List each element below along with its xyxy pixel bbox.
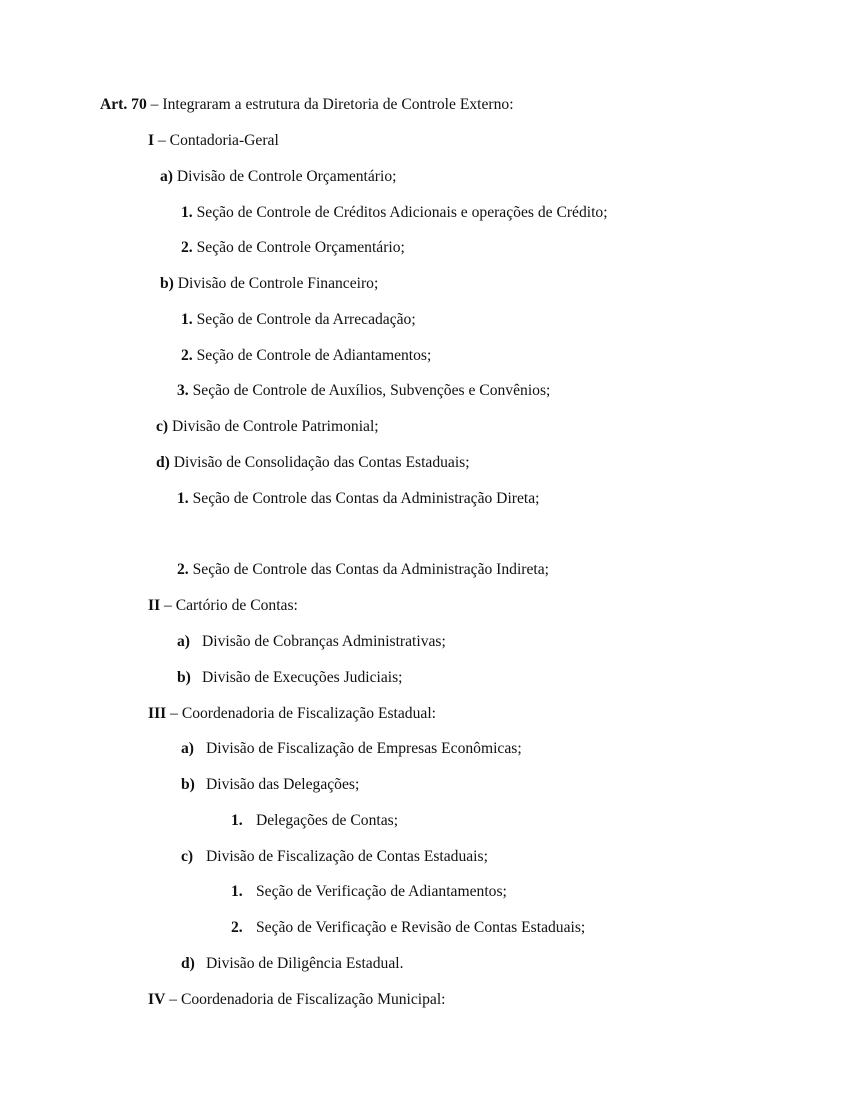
item-label: 1.	[231, 812, 243, 829]
item-label: d)	[181, 955, 195, 972]
article-separator: –	[146, 96, 163, 113]
item-label: a)	[177, 633, 190, 650]
division-item	[181, 848, 488, 866]
item-label: a)	[181, 740, 194, 757]
division-item	[156, 454, 470, 472]
item-text: Seção de Controle da Arrecadação;	[196, 311, 416, 328]
item-label: c)	[156, 418, 169, 435]
division-item	[181, 955, 403, 973]
subsection-item	[177, 561, 549, 579]
item-text: Seção de Verificação de Adiantamentos;	[256, 883, 507, 900]
item-label: b)	[177, 669, 191, 686]
item-separator: –	[160, 597, 176, 614]
item-text: Seção de Controle Orçamentário;	[196, 239, 405, 256]
item-text: Coordenadoria de Fiscalização Municipal:	[180, 991, 446, 1008]
item-label: a)	[160, 168, 173, 185]
item-text: Divisão das Delegações;	[206, 776, 360, 793]
subsection-item	[177, 490, 539, 508]
item-text: Cartório de Contas:	[175, 597, 298, 614]
item-label: 1.	[181, 311, 193, 328]
item-label: b)	[181, 776, 195, 793]
section-item	[148, 597, 298, 615]
item-text: Contadoria-Geral	[169, 132, 279, 149]
item-text: Seção de Controle de Créditos Adicionais e operações de Crédito;	[196, 204, 608, 221]
subsection-item	[181, 239, 405, 257]
article-label: Art. 70	[100, 96, 147, 113]
item-text: Divisão de Execuções Judiciais;	[202, 669, 403, 686]
item-label: 1.	[231, 883, 243, 900]
item-text: Seção de Verificação e Revisão de Contas Estaduais;	[256, 919, 586, 936]
item-label: b)	[160, 275, 174, 292]
item-label: 2.	[181, 347, 193, 364]
item-label: d)	[156, 454, 170, 471]
item-label: 2.	[177, 561, 189, 578]
subsection-item	[181, 347, 431, 365]
article-heading	[100, 96, 514, 114]
item-text: Coordenadoria de Fiscalização Estadual:	[181, 705, 436, 722]
item-text: Divisão de Cobranças Administrativas;	[202, 633, 446, 650]
item-text: Seção de Controle de Auxílios, Subvenções e Convênios;	[192, 382, 551, 399]
item-label: II	[148, 597, 161, 614]
item-text: Seção de Controle das Contas da Administração Indireta;	[192, 561, 550, 578]
subsection-item	[177, 382, 550, 400]
section-item	[148, 132, 279, 150]
item-label: c)	[181, 848, 194, 865]
item-text: Divisão de Controle Patrimonial;	[172, 418, 379, 435]
division-item	[181, 740, 522, 758]
division-item	[177, 669, 403, 687]
item-separator: –	[166, 705, 182, 722]
subsection-item	[181, 204, 608, 222]
item-label: 3.	[177, 382, 189, 399]
item-label: 1.	[181, 204, 193, 221]
item-text: Divisão de Controle Orçamentário;	[176, 168, 397, 185]
section-item	[148, 991, 446, 1009]
item-separator: –	[165, 991, 181, 1008]
subsection-item	[231, 919, 585, 937]
subsection-item	[181, 311, 416, 329]
division-item	[160, 168, 396, 186]
division-item	[181, 776, 359, 794]
item-text: Seção de Controle de Adiantamentos;	[196, 347, 432, 364]
item-text: Delegações de Contas;	[256, 812, 399, 829]
item-label: 2.	[181, 239, 193, 256]
item-label: I	[148, 132, 155, 149]
subsection-item	[231, 883, 507, 901]
item-text: Divisão de Controle Financeiro;	[177, 275, 379, 292]
division-item	[156, 418, 379, 436]
division-item	[160, 275, 378, 293]
item-separator: –	[154, 132, 170, 149]
item-text: Divisão de Consolidação das Contas Estaduais;	[173, 454, 470, 471]
item-label: 2.	[231, 919, 243, 936]
item-label: 1.	[177, 490, 189, 507]
subsection-item	[231, 812, 398, 830]
article-text: Integraram a estrutura da Diretoria de Controle Externo:	[162, 96, 514, 113]
item-label: IV	[148, 991, 166, 1008]
item-text: Seção de Controle das Contas da Administração Direta;	[192, 490, 540, 507]
division-item	[177, 633, 446, 651]
section-item	[148, 705, 436, 723]
item-label: III	[148, 705, 167, 722]
item-text: Divisão de Fiscalização de Empresas Econômicas;	[206, 740, 522, 757]
item-text: Divisão de Fiscalização de Contas Estaduais;	[206, 848, 488, 865]
item-text: Divisão de Diligência Estadual.	[206, 955, 404, 972]
